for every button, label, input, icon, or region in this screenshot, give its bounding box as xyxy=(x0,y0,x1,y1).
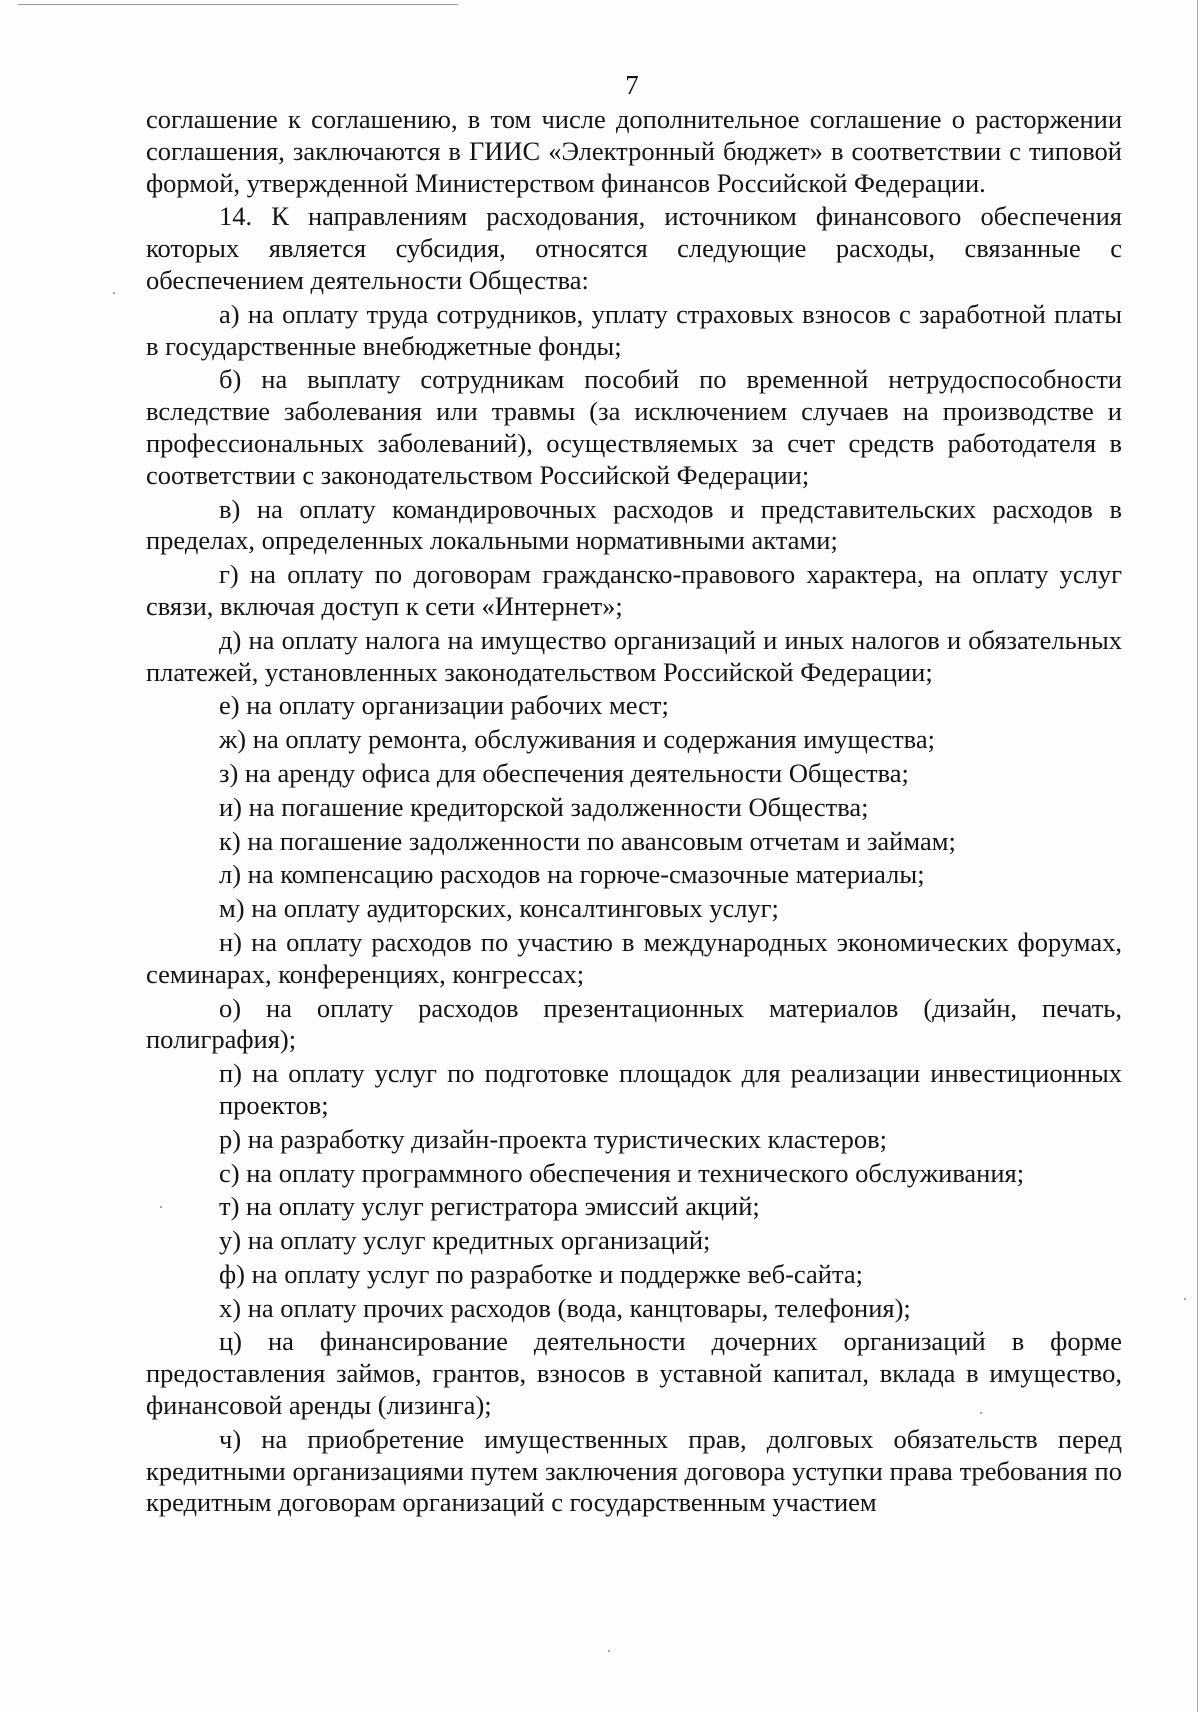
list-item-ch: ч) на приобретение имущественных прав, долговых обязательств перед кредитными организациями путем заключения договора уступки права требования по кредитным договорам организаций с государственным участием xyxy=(146,1423,1122,1518)
list-item-p: п) на оплату услуг по подготовке площадок для реализации инвестиционных проектов; xyxy=(219,1058,1122,1120)
list-item-zh: ж) на оплату ремонта, обслуживания и содержания имущества; xyxy=(219,724,935,755)
list-item-n: н) на оплату расходов по участию в международных экономических форумах, семинарах, конференциях, конгрессах; xyxy=(146,926,1122,989)
list-item-ts: ц) на финансирование деятельности дочерних организаций в форме предоставления займов, грантов, взносов в уставной капитал, вклада в имущество, финансовой аренды (лизинга); xyxy=(146,1326,1122,1421)
list-item-f: ф) на оплату услуг по разработке и поддержке веб-сайта; xyxy=(219,1258,863,1289)
list-item-k: к) на погашение задолженности по авансовым отчетам и займам; xyxy=(219,825,956,856)
list-item-g: г) на оплату по договорам гражданско-правового характера, на оплату услуг связи, включая доступ к сети «Интернет»; xyxy=(146,559,1122,621)
list-item-a: а) на оплату труда сотрудников, уплату страховых взносов с заработной платы в государственные внебюджетные фонды; xyxy=(146,298,1122,361)
list-item-kh: х) на оплату прочих расходов (вода, канцтовары, телефония); xyxy=(219,1292,911,1323)
list-item-o: о) на оплату расходов презентационных материалов (дизайн, печать, полиграфия); xyxy=(146,992,1122,1055)
list-item-i: и) на погашение кредиторской задолженности Общества; xyxy=(219,791,869,822)
list-item-z: з) на аренду офиса для обеспечения деятельности Общества; xyxy=(219,757,909,788)
scan-speck xyxy=(608,1650,610,1652)
scan-speck xyxy=(113,292,115,294)
list-item-e: е) на оплату организации рабочих мест; xyxy=(219,690,669,721)
scan-edge-line xyxy=(1197,0,1198,1712)
paragraph-continuation: соглашение к соглашению, в том числе дополнительное соглашение о расторжении соглашения, заключаются в ГИИС «Электронный бюджет» в соответствии с типовой формой, утвержденной Министерством финансов Российской Федерации. xyxy=(146,104,1122,198)
list-item-l: л) на компенсацию расходов на горюче-смазочные материалы; xyxy=(219,859,925,890)
paragraph-14: 14. К направлениям расходования, источником финансового обеспечения которых является субсидия, относятся следующие расходы, связанные с обеспечением деятельности Общества: xyxy=(146,201,1122,295)
list-item-u: у) на оплату услуг кредитных организаций; xyxy=(219,1225,711,1256)
document-body xyxy=(146,104,1122,1521)
list-item-r: р) на разработку дизайн-проекта туристических кластеров; xyxy=(219,1123,887,1154)
scan-speck xyxy=(1184,1298,1186,1300)
page-number: 7 xyxy=(625,70,639,100)
list-item-m: м) на оплату аудиторских, консалтинговых услуг; xyxy=(219,893,779,924)
scan-edge-line xyxy=(18,4,458,5)
list-item-v: в) на оплату командировочных расходов и представительских расходов в пределах, определенных локальными нормативными актами; xyxy=(146,493,1122,556)
list-item-s: с) на оплату программного обеспечения и технического обслуживания; xyxy=(219,1157,1025,1188)
list-item-d: д) на оплату налога на имущество организаций и иных налогов и обязательных платежей, установленных законодательством Российской Федерации; xyxy=(146,624,1122,687)
list-item-b: б) на выплату сотрудникам пособий по временной нетрудоспособности вследствие заболевания или травмы (за исключением случаев на производстве и профессиональных заболеваний), осуществляемых за счет средств работодателя в соответствии с законодательством Российской Федерации; xyxy=(146,364,1122,490)
list-item-t: т) на оплату услуг регистратора эмиссий акций; xyxy=(219,1191,760,1222)
